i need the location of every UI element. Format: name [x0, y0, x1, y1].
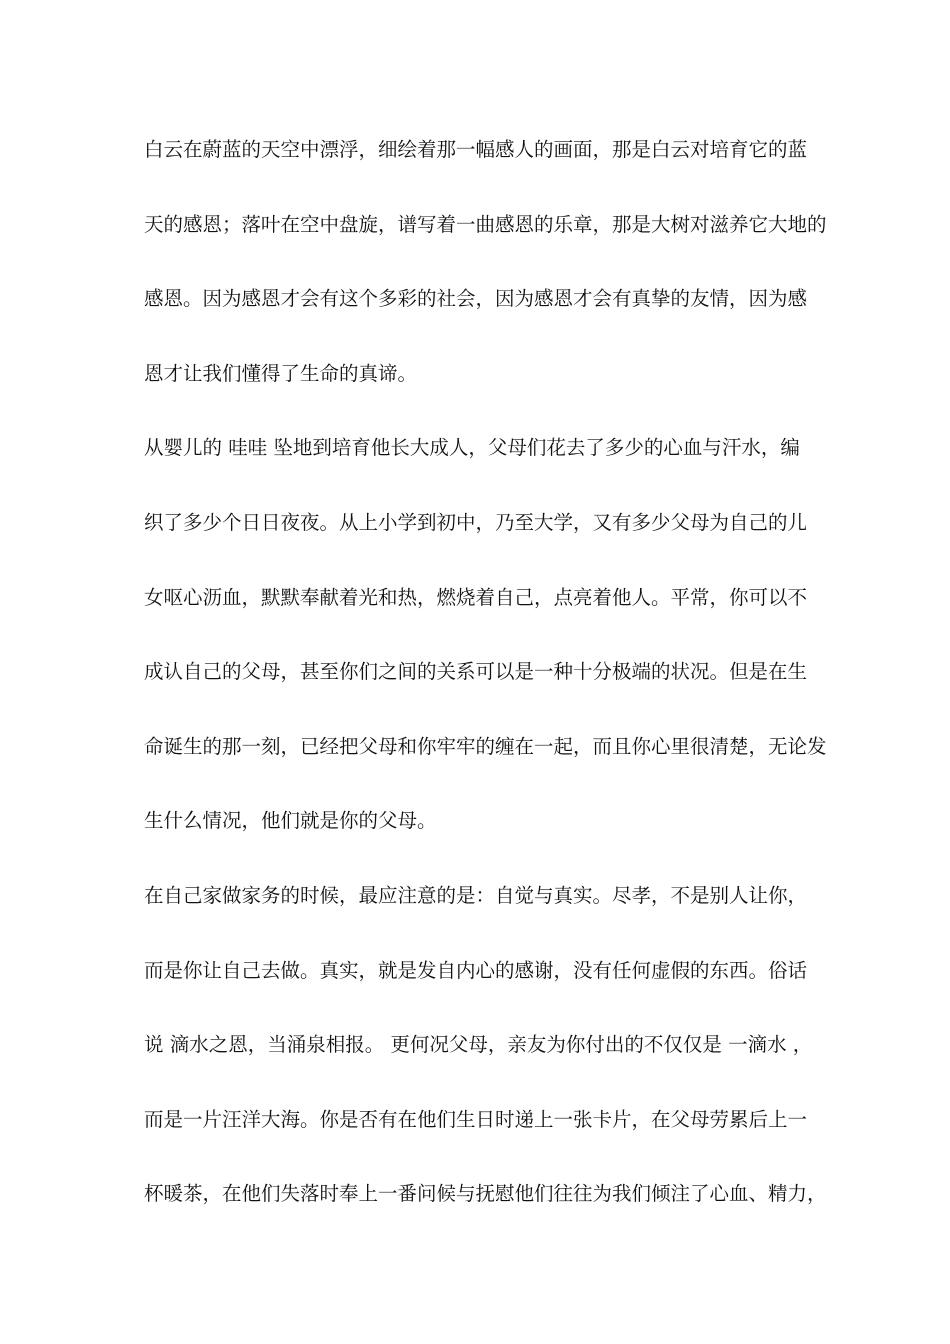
paragraph-2-line-1: 从婴儿的 哇哇 坠地到培育他长大成人，父母们花去了多少的心血与汗水，编 — [144, 436, 800, 459]
paragraph-1-line-4: 恩才让我们懂得了生命的真谛。 — [144, 362, 418, 385]
paragraph-1-line-1: 白云在蔚蓝的天空中漂浮，细绘着那一幅感人的画面，那是白云对培育它的蓝 — [144, 138, 808, 161]
paragraph-3-line-4: 而是一片汪洋大海。你是否有在他们生日时递上一张卡片，在父母劳累后上一 — [144, 1108, 808, 1131]
paragraph-2-line-2: 织了多少个日日夜夜。从上小学到初中，乃至大学，又有多少父母为自己的儿 — [144, 511, 808, 534]
paragraph-2-line-5: 命诞生的那一刻，已经把父母和你牢牢的缠在一起，而且你心里很清楚，无论发 — [144, 735, 827, 758]
paragraph-2-line-4: 成认自己的父母，甚至你们之间的关系可以是一种十分极端的状况。但是在生 — [144, 660, 808, 683]
paragraph-3-line-5: 杯暖茶，在他们失落时奉上一番问候与抚慰他们往往为我们倾注了心血、精力， — [144, 1182, 827, 1205]
paragraph-2-line-3: 女呕心沥血，默默奉献着光和热，燃烧着自己，点亮着他人。平常，你可以不 — [144, 586, 808, 609]
paragraph-1-line-2: 天的感恩；落叶在空中盘旋，谱写着一曲感恩的乐章，那是大树对滋养它大地的 — [144, 213, 827, 236]
paragraph-1-line-3: 感恩。因为感恩才会有这个多彩的社会，因为感恩才会有真挚的友情，因为感 — [144, 287, 808, 310]
paragraph-3-line-1: 在自己家做家务的时候，最应注意的是：自觉与真实。尽孝，不是别人让你， — [144, 884, 808, 907]
paragraph-2-line-6: 生什么情况，他们就是你的父母。 — [144, 809, 437, 832]
paragraph-3-line-3: 说 滴水之恩，当涌泉相报。 更何况父母，亲友为你付出的不仅仅是 一滴水 ， — [144, 1033, 813, 1056]
paragraph-3-line-2: 而是你让自己去做。真实，就是发自内心的感谢，没有任何虚假的东西。俗话 — [144, 959, 808, 982]
